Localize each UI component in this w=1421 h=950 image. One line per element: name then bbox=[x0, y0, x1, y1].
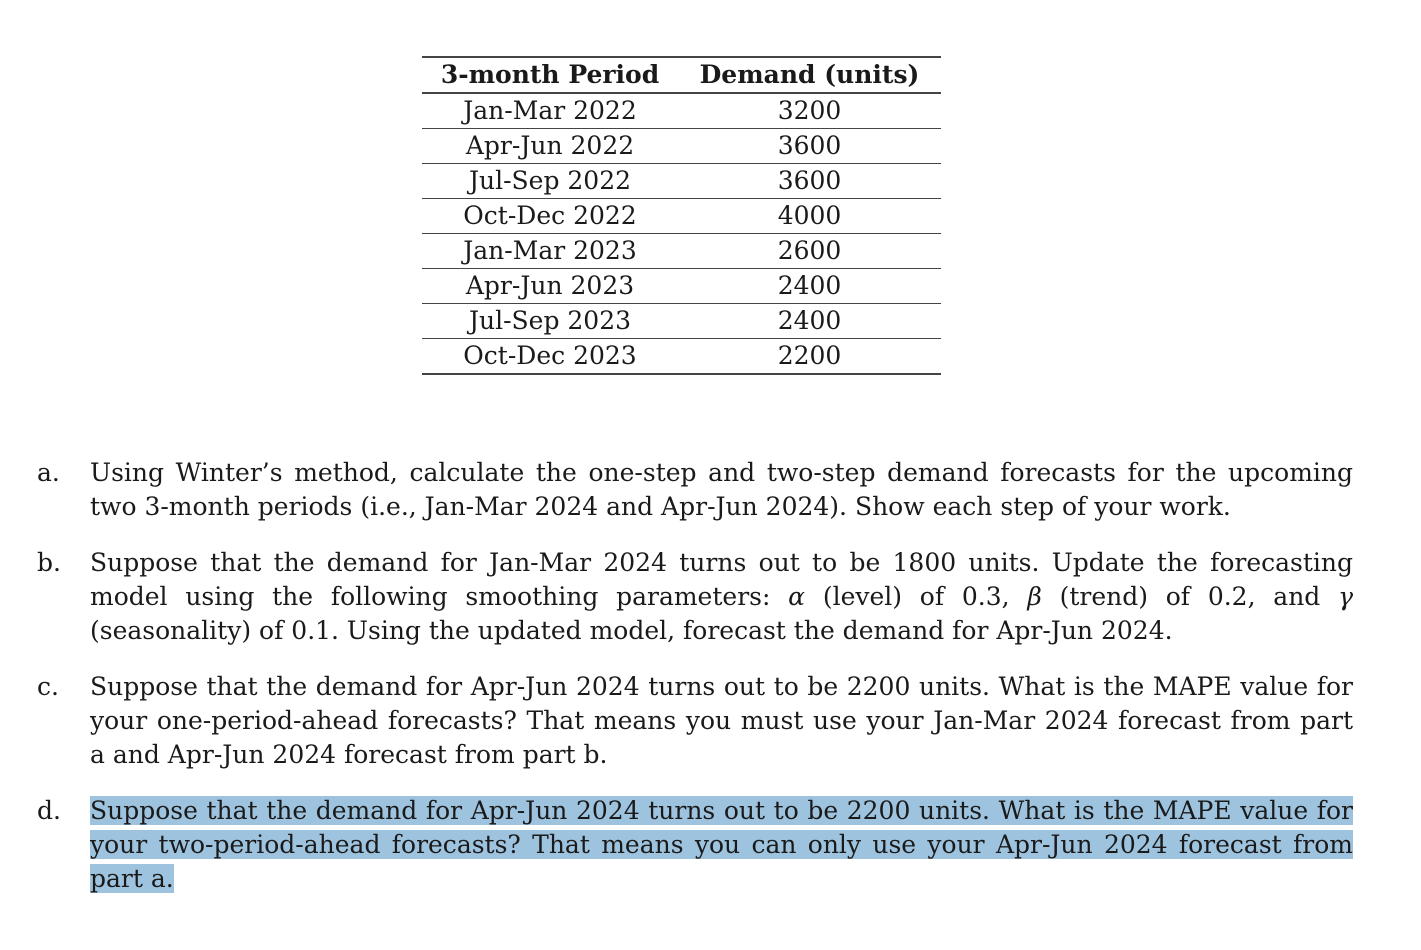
question-c bbox=[37, 670, 1353, 772]
question-label: d. bbox=[37, 796, 61, 825]
demand-cell: 2600 bbox=[678, 234, 941, 269]
column-header-demand: Demand (units) bbox=[678, 57, 941, 93]
selected-question-text[interactable]: Suppose that the demand for Apr-Jun 2024 turns out to be 2200 units. What is the MAPE value for your two-period-ahead forecasts? That means you can only use your Apr-Jun 2024 forecast from part a. bbox=[90, 796, 1353, 893]
question-b bbox=[37, 546, 1353, 648]
demand-table bbox=[422, 56, 941, 375]
question-label: a. bbox=[37, 458, 60, 487]
question-text[interactable]: Suppose that the demand for Apr-Jun 2024 turns out to be 2200 units. What is the MAPE value for your one-period-ahead forecasts? That means you must use your Jan-Mar 2024 forecast from part a and Apr-Jun 2024 forecast from part b. bbox=[90, 672, 1353, 769]
demand-cell: 3200 bbox=[678, 93, 941, 129]
alpha-symbol: α bbox=[788, 582, 806, 611]
period-cell: Oct-Dec 2023 bbox=[422, 339, 678, 375]
question-text-part: (level) of 0.3, bbox=[805, 582, 1028, 611]
question-label: c. bbox=[37, 672, 59, 701]
demand-cell: 4000 bbox=[678, 199, 941, 234]
demand-cell: 2400 bbox=[678, 269, 941, 304]
demand-cell: 2200 bbox=[678, 339, 941, 375]
question-label: b. bbox=[37, 548, 61, 577]
question-text-part: (seasonality) of 0.1. Using the updated model, forecast the demand for Apr-Jun 2024. bbox=[90, 616, 1173, 645]
demand-cell: 3600 bbox=[678, 164, 941, 199]
period-cell: Apr-Jun 2022 bbox=[422, 129, 678, 164]
beta-symbol: β bbox=[1027, 582, 1042, 611]
question-text[interactable]: Using Winter’s method, calculate the one-step and two-step demand forecasts for the upcoming two 3-month periods (i.e., Jan-Mar 2024 and Apr-Jun 2024). Show each step of your work. bbox=[90, 458, 1353, 521]
period-cell: Apr-Jun 2023 bbox=[422, 269, 678, 304]
question-text-part: (trend) of 0.2, and bbox=[1041, 582, 1339, 611]
period-cell: Jul-Sep 2022 bbox=[422, 164, 678, 199]
period-cell: Jan-Mar 2023 bbox=[422, 234, 678, 269]
table-row bbox=[422, 339, 941, 375]
demand-cell: 2400 bbox=[678, 304, 941, 339]
question-d bbox=[37, 794, 1353, 896]
demand-cell: 3600 bbox=[678, 129, 941, 164]
table-row bbox=[422, 234, 941, 269]
period-cell: Jul-Sep 2023 bbox=[422, 304, 678, 339]
question-a bbox=[37, 456, 1353, 524]
period-cell: Oct-Dec 2022 bbox=[422, 199, 678, 234]
column-header-period: 3-month Period bbox=[422, 57, 678, 93]
table-row bbox=[422, 93, 941, 129]
table-row bbox=[422, 164, 941, 199]
table-row bbox=[422, 199, 941, 234]
period-cell: Jan-Mar 2022 bbox=[422, 93, 678, 129]
gamma-symbol: γ bbox=[1338, 582, 1354, 611]
table-row bbox=[422, 129, 941, 164]
question-text-part: Suppose that the demand for Jan-Mar 2024 turns out to be 1800 units. Update the forecasting model using the following smoothing parameters: bbox=[90, 548, 1353, 611]
table-header-row bbox=[422, 57, 941, 93]
question-list bbox=[37, 456, 1353, 896]
demand-table-container bbox=[422, 56, 941, 375]
question-text[interactable] bbox=[90, 548, 1353, 645]
table-row bbox=[422, 269, 941, 304]
table-row bbox=[422, 304, 941, 339]
